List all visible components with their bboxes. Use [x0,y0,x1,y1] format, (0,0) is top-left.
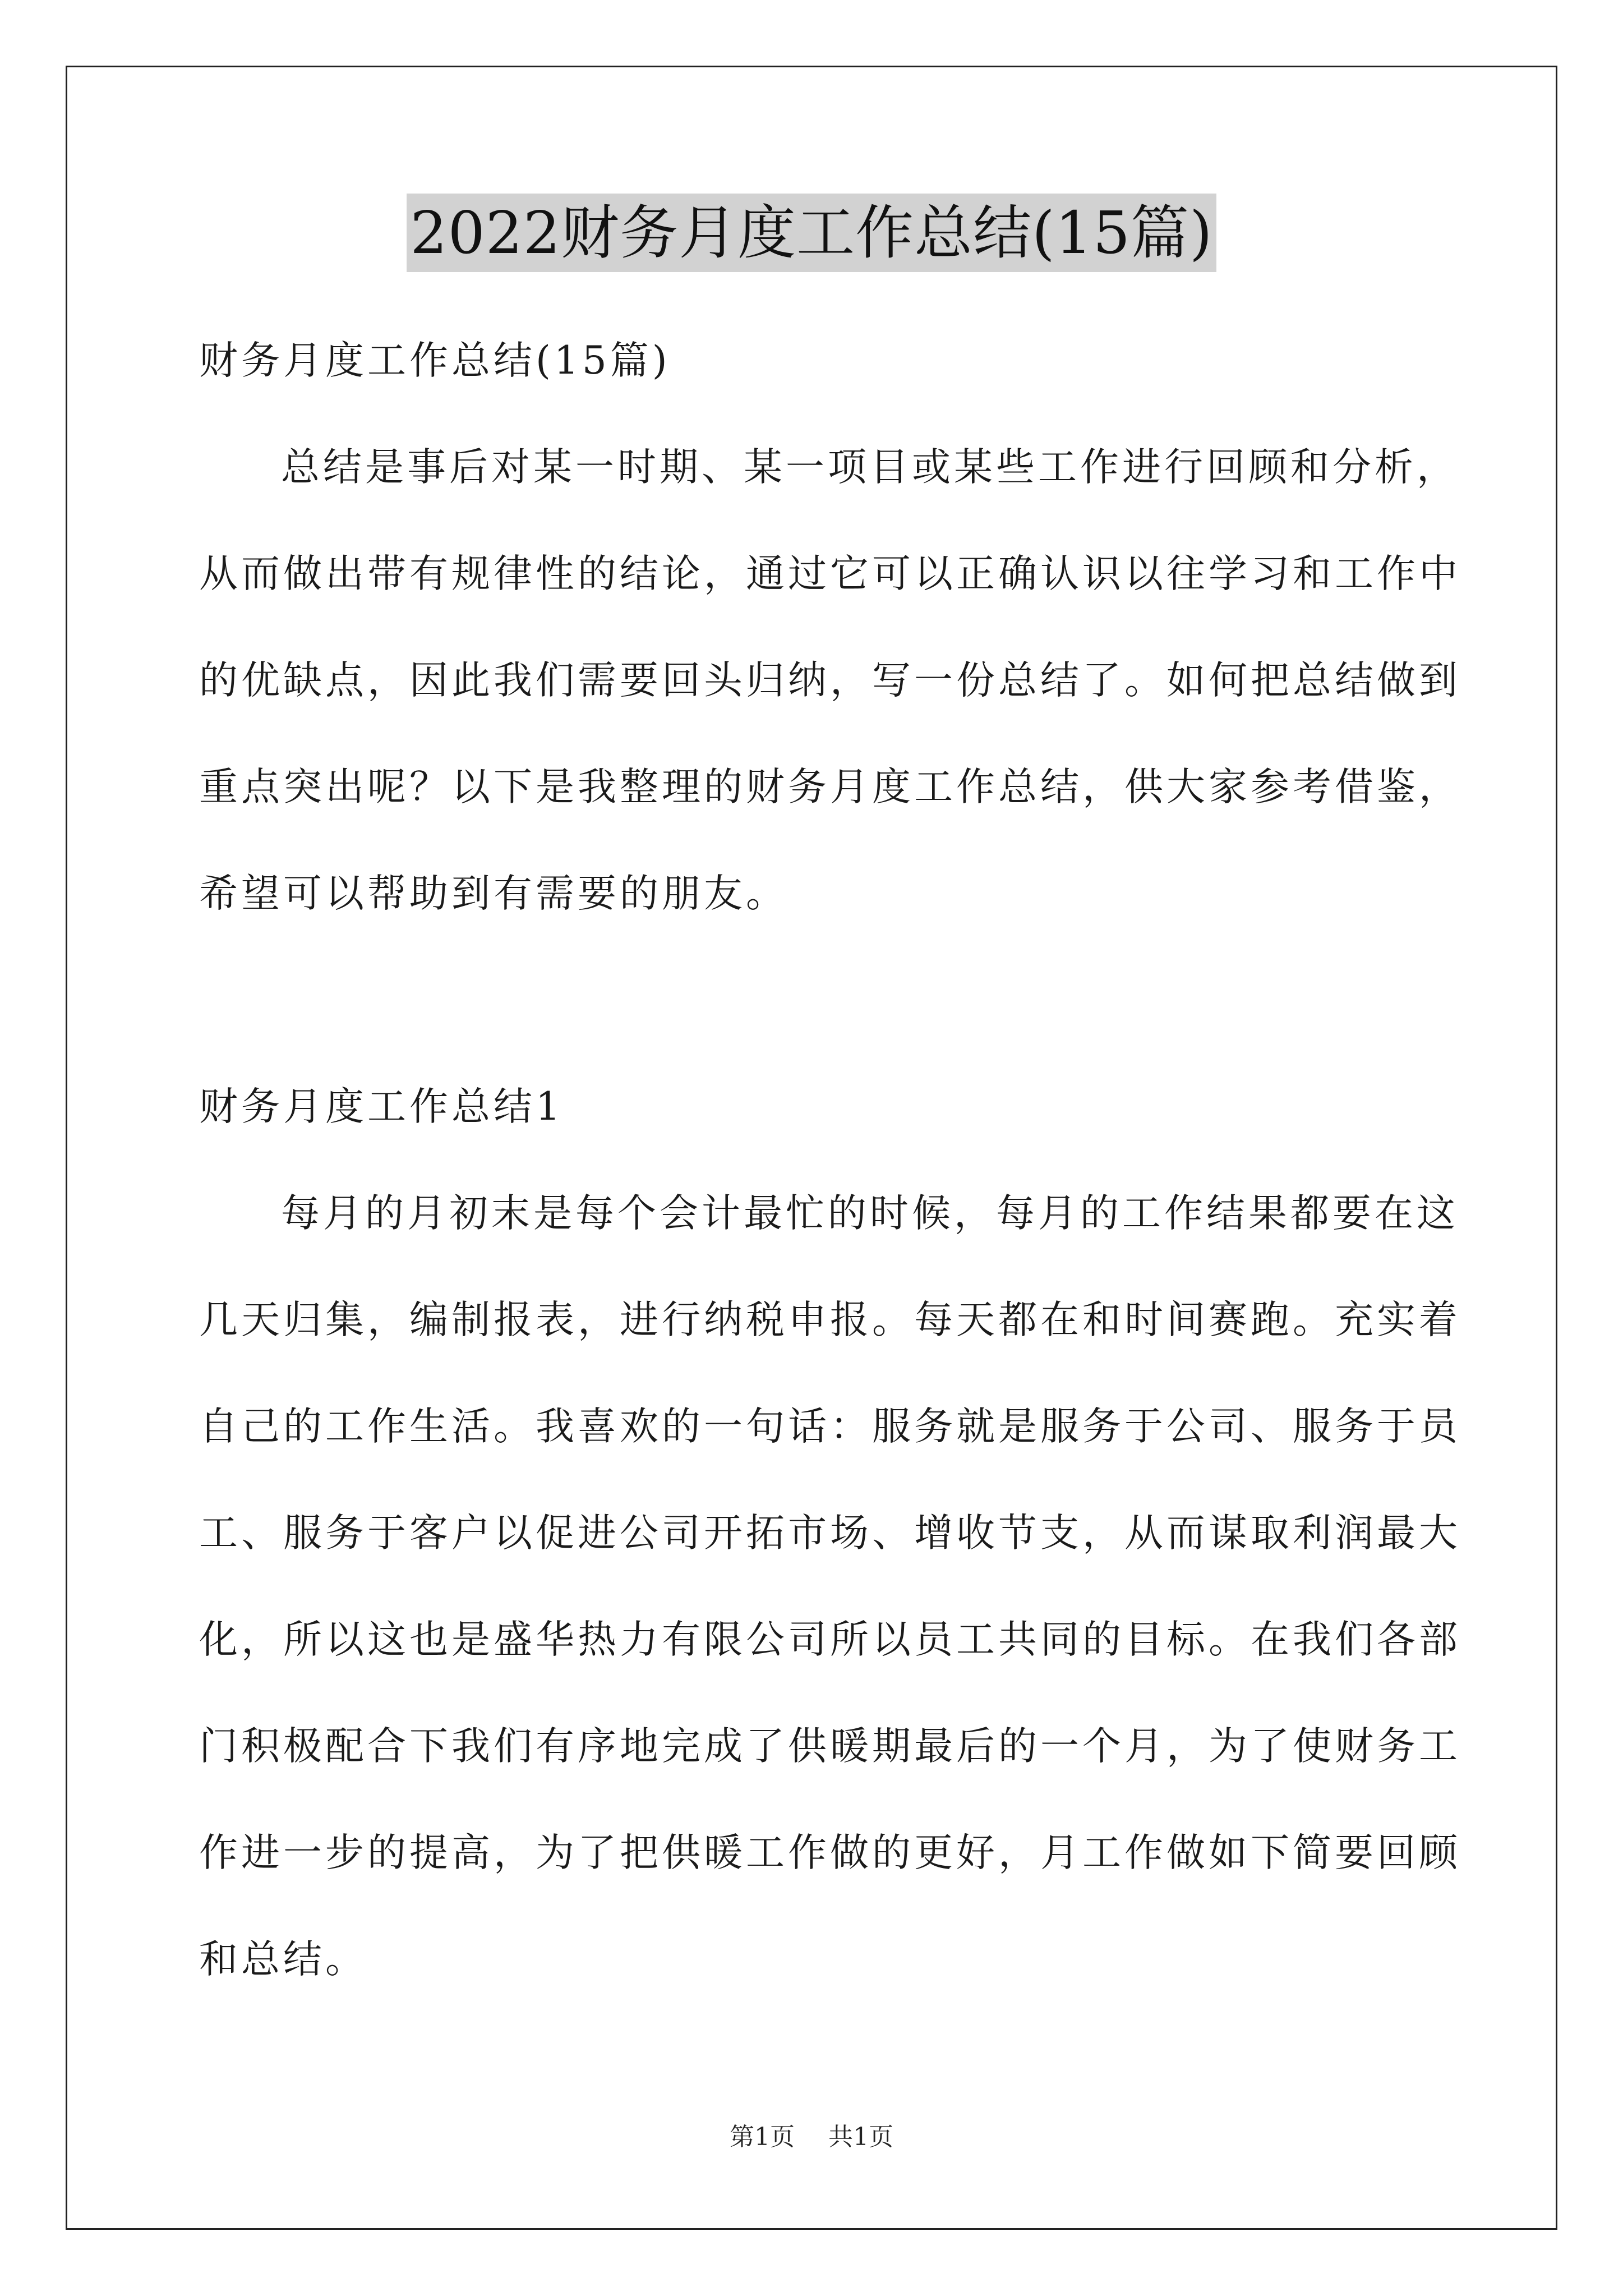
document-title: 2022财务月度工作总结(15篇) [407,194,1216,272]
section-line: 工、服务于客户以促进公司开拓市场、增收节支，从而谋取利润最大 [199,1511,1461,1556]
document-body [199,307,1461,2013]
intro-line: 总结是事后对某一时期、某一项目或某些工作进行回顾和分析， [281,445,1459,490]
intro-line: 从而做出带有规律性的结论，通过它可以正确认识以往学习和工作中 [199,551,1461,596]
section-line: 化，所以这也是盛华热力有限公司所以员工共同的目标。在我们各部 [199,1617,1461,1662]
page-footer [0,2120,1623,2154]
section-line: 门积极配合下我们有序地完成了供暖期最后的一个月，为了使财务工 [199,1724,1461,1769]
section-line: 和总结。 [199,1937,367,1982]
paragraph-spacer [199,947,1427,1053]
intro-line: 希望可以帮助到有需要的朋友。 [199,871,788,916]
section-line: 每月的月初末是每个会计最忙的时候，每月的工作结果都要在这 [281,1191,1459,1236]
title-container [0,194,1623,272]
section-heading: 财务月度工作总结1 [199,1084,564,1129]
document-subtitle: 财务月度工作总结(15篇) [199,338,671,383]
page-number-total: 共1页 [828,2123,893,2151]
page-number-current: 第1页 [730,2123,795,2151]
section-line: 作进一步的提高，为了把供暖工作做的更好，月工作做如下简要回顾 [199,1830,1461,1875]
intro-line: 重点突出呢？以下是我整理的财务月度工作总结，供大家参考借鉴， [199,765,1461,809]
section-line: 自己的工作生活。我喜欢的一句话：服务就是服务于公司、服务于员 [199,1404,1461,1449]
intro-line: 的优缺点，因此我们需要回头归纳，写一份总结了。如何把总结做到 [199,658,1461,703]
section-line: 几天归集，编制报表，进行纳税申报。每天都在和时间赛跑。充实着 [199,1297,1461,1342]
